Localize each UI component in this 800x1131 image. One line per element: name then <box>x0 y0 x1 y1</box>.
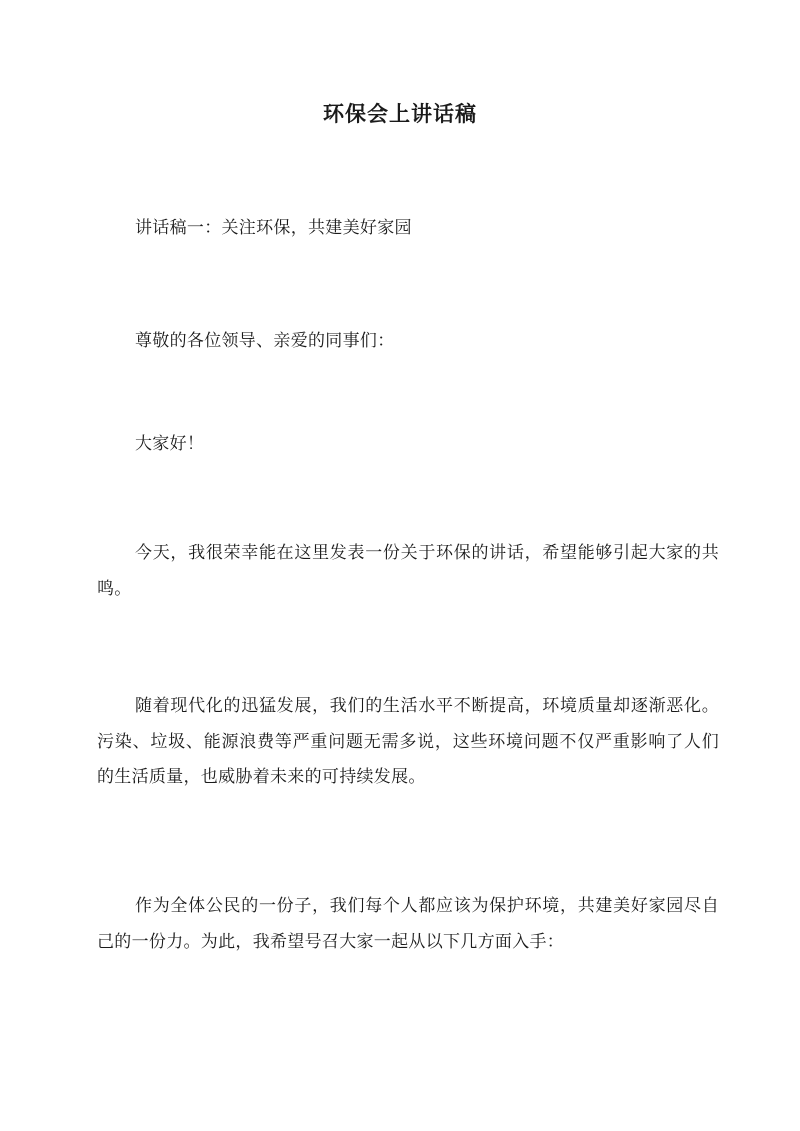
call-to-action-paragraph: 作为全体公民的一份子，我们每个人都应该为保护环境，共建美好家园尽自己的一份力。为此，我希望号召大家一起从以下几方面入手： <box>97 896 719 952</box>
speech-heading: 讲话稿一：关注环保，共建美好家园 <box>135 218 412 238</box>
greeting: 大家好！ <box>135 434 205 454</box>
salutation: 尊敬的各位领导、亲爱的同事们： <box>135 331 395 351</box>
problem-paragraph: 随着现代化的迅猛发展，我们的生活水平不断提高，环境质量却逐渐恶化。污染、垃圾、能源浪费等严重问题无需多说，这些环境问题不仅严重影响了人们的生活质量，也威胁着未来的可持续发展。 <box>97 696 719 787</box>
intro-paragraph: 今天，我很荣幸能在这里发表一份关于环保的讲话，希望能够引起大家的共鸣。 <box>97 543 719 599</box>
document-title: 环保会上讲话稿 <box>323 101 477 126</box>
